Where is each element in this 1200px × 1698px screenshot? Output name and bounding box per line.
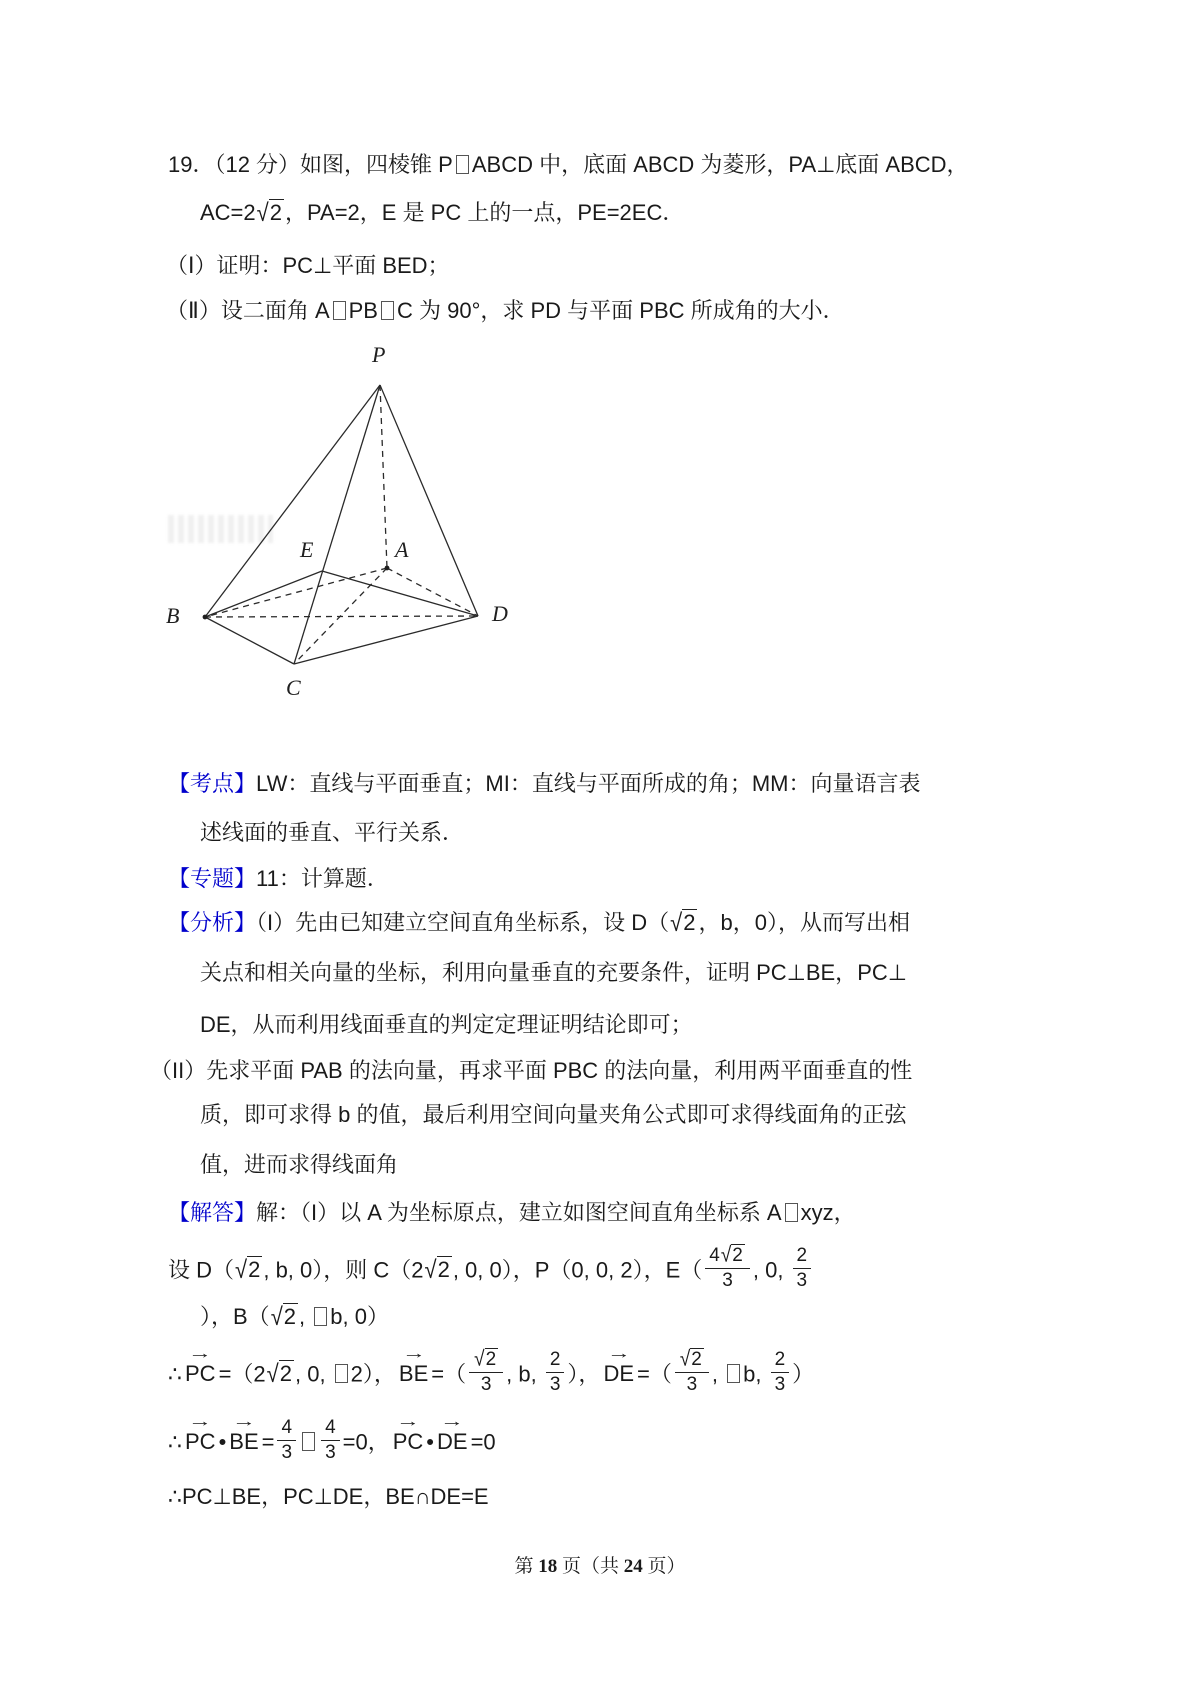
text-segment: , b, [506, 1361, 543, 1387]
sqrt-radical [267, 1359, 294, 1389]
radicand: 2 [732, 1245, 743, 1266]
fraction-denominator [793, 1269, 812, 1292]
text-segment: 关点和相关向量的坐标，利用向量垂直的充要条件，证明 PC⊥BE，PC⊥ [200, 960, 907, 985]
fraction [277, 1417, 296, 1464]
missing-glyph-box [727, 1364, 740, 1383]
fenxi-line-4 [150, 1056, 912, 1086]
fenxi-line-3 [200, 1010, 693, 1040]
radical-sign-icon: √ [256, 198, 269, 227]
fraction-denominator [705, 1269, 750, 1292]
text-segment: =（ [637, 1361, 672, 1387]
text-segment: 解：（I）以 A 为坐标原点，建立如图空间直角坐标系 A [256, 1200, 782, 1225]
missing-glyph-box [335, 1364, 348, 1383]
jieda-line-2 [168, 1243, 814, 1295]
text-segment: 3 [796, 1270, 808, 1291]
radicand: 2 [683, 910, 696, 935]
label-P: P [372, 342, 386, 367]
zhuanti-line [168, 864, 389, 894]
text-segment: 3 [281, 1442, 293, 1463]
edge-BC [205, 617, 294, 664]
radicand: 2 [485, 1349, 497, 1370]
text-segment: =0 [470, 1429, 496, 1455]
text-segment: 3 [774, 1374, 786, 1395]
text-segment: xyz， [800, 1200, 856, 1225]
text-segment: 2 [774, 1349, 786, 1370]
fraction-numerator [469, 1349, 503, 1373]
edge-CD [294, 616, 478, 664]
vector-PC [185, 1345, 216, 1389]
text-segment: 【解答】 [168, 1200, 257, 1225]
text-segment: 11：计算题． [256, 866, 389, 891]
text-segment: LW：直线与平面垂直；MI：直线与平面所成的角；MM：向量语言表 [256, 771, 921, 796]
text-segment: （II）先求平面 PAB 的法向量，再求平面 PBC 的法向量，利用两平面垂直的性 [150, 1058, 913, 1083]
label-A: A [395, 537, 409, 562]
sqrt-radical [670, 908, 697, 938]
pyramid-figure [160, 335, 530, 705]
text-segment: • [218, 1429, 227, 1455]
text-segment: • [426, 1429, 434, 1455]
vector-base: DE [603, 1361, 634, 1387]
text-segment: ），B（ [200, 1304, 270, 1329]
fraction-denominator [546, 1373, 565, 1396]
vector-arrow-icon: → [440, 1413, 465, 1431]
vector-DE [603, 1345, 634, 1389]
vector-BE [398, 1345, 429, 1389]
text-segment: 质，即可求得 b 的值，最后利用空间向量夹角公式即可求得线面角的正弦 [200, 1102, 907, 1127]
vector-base: BE [398, 1361, 429, 1387]
text-segment: （Ⅰ）证明：PC⊥平面 BED； [166, 253, 450, 278]
text-segment: ，PA=2，E 是 PC 上的一点，PE=2EC． [284, 200, 685, 225]
radicand: 2 [279, 1361, 292, 1387]
text-segment: , [299, 1304, 312, 1329]
fraction-numerator [705, 1245, 750, 1269]
sqrt-radical [721, 1245, 745, 1267]
fenxi-line-2 [200, 958, 907, 988]
vector-base: BE [229, 1429, 259, 1455]
vector-base: PC [185, 1361, 216, 1387]
text-segment: ABCD 中，底面 ABCD 为菱形，PA⊥底面 ABCD， [471, 152, 969, 177]
text-segment: 页） [642, 1556, 686, 1577]
fraction-denominator [675, 1373, 709, 1396]
kaodian-line-1 [168, 769, 920, 799]
label-B: B [166, 603, 180, 628]
fraction-numerator [793, 1245, 812, 1269]
missing-glyph-box [785, 1203, 798, 1222]
vector-base: DE [437, 1429, 468, 1455]
jieda-line-6 [168, 1482, 489, 1512]
text-segment: 4 [325, 1417, 336, 1438]
edge-PD [380, 385, 478, 616]
radical-sign-icon: √ [424, 1255, 437, 1284]
radical-sign-icon: √ [270, 1302, 283, 1331]
fraction [321, 1417, 340, 1464]
missing-glyph-box [333, 301, 346, 320]
text-segment: ） [792, 1361, 815, 1387]
text-segment: 第 [514, 1556, 539, 1577]
text-segment: 2 [796, 1245, 808, 1266]
text-segment: ∴ [168, 1361, 182, 1387]
sqrt-radical [257, 198, 284, 228]
radicand: 2 [691, 1349, 702, 1370]
text-segment: 设 D（ [168, 1257, 235, 1283]
vector-PC [185, 1413, 216, 1457]
text-segment: , 0, [294, 1361, 332, 1387]
sqrt-radical [425, 1255, 452, 1285]
label-D: D [492, 601, 508, 626]
radical-sign-icon: √ [266, 1359, 279, 1388]
text-segment: 3 [480, 1374, 492, 1395]
text-segment: 24 [623, 1556, 643, 1577]
diagonal-BD-dashed [205, 616, 478, 617]
edge-AD-dashed [387, 568, 478, 616]
radicand: 2 [283, 1304, 297, 1329]
problem-statement-line-1 [168, 150, 969, 180]
text-segment: b, [743, 1361, 768, 1387]
text-segment: ∴ [168, 1429, 182, 1455]
vector-arrow-icon: → [188, 1345, 213, 1363]
text-segment: , b, 0），则 C（2 [263, 1257, 424, 1283]
missing-glyph-box [302, 1432, 315, 1451]
vector-base: PC [185, 1429, 216, 1455]
pyramid-figure-svg [160, 335, 530, 705]
sqrt-radical [271, 1302, 298, 1332]
edge-PA-dashed [380, 385, 387, 568]
fraction-denominator [469, 1373, 503, 1396]
fenxi-line-6 [200, 1150, 398, 1180]
vector-arrow-icon: → [231, 1413, 256, 1431]
edge-PC [294, 385, 380, 664]
sqrt-radical [474, 1349, 498, 1371]
vector-arrow-icon: → [401, 1345, 426, 1363]
text-segment: , 0, 0），P（0, 0, 2），E（ [452, 1257, 703, 1283]
text-segment: , 0, [752, 1257, 790, 1283]
text-segment: 值，进而求得线面角 [200, 1152, 399, 1177]
label-C: C [286, 675, 301, 700]
fraction [675, 1349, 709, 1396]
problem-part-1 [166, 251, 450, 281]
vector-base: PC [392, 1429, 424, 1455]
text-segment: ∴PC⊥BE，PC⊥DE，BE∩DE=E [168, 1484, 489, 1509]
text-segment: 述线面的垂直、平行关系． [200, 820, 465, 845]
edge-AB-dashed [205, 568, 387, 617]
vector-PC [392, 1413, 424, 1457]
sqrt-radical [235, 1255, 262, 1285]
fraction-denominator [771, 1373, 790, 1396]
fenxi-line-5 [200, 1100, 906, 1130]
text-segment: C 为 90°，求 PD 与平面 PBC 所成角的大小． [396, 298, 845, 323]
missing-glyph-box [381, 301, 394, 320]
fraction [793, 1245, 812, 1292]
radicand: 2 [269, 200, 282, 225]
radical-sign-icon: √ [474, 1347, 485, 1372]
label-E: E [300, 537, 314, 562]
jieda-line-5 [168, 1413, 496, 1467]
radicand: 2 [437, 1257, 450, 1283]
jieda-line-3 [200, 1302, 389, 1332]
text-segment: 2 [549, 1349, 561, 1370]
edge-ED [322, 571, 478, 616]
text-segment: 3 [722, 1270, 733, 1291]
radical-sign-icon: √ [679, 1347, 691, 1372]
jieda-line-1 [168, 1198, 856, 1228]
radicand: 2 [248, 1257, 261, 1283]
fraction [546, 1349, 565, 1396]
fraction-numerator [675, 1349, 709, 1373]
text-segment: 3 [686, 1374, 698, 1395]
text-segment: 19．（12 分）如图，四棱锥 P [168, 152, 453, 177]
fraction [705, 1245, 750, 1292]
text-segment: 4 [709, 1245, 720, 1266]
text-segment: AC=2 [200, 200, 256, 225]
text-segment: （Ⅱ）设二面角 A [166, 298, 330, 323]
text-segment: ，b，0），从而写出相 [698, 910, 910, 935]
text-segment: 18 [538, 1556, 558, 1577]
text-segment: 3 [325, 1442, 336, 1463]
fraction [469, 1349, 503, 1396]
radical-sign-icon: √ [235, 1255, 248, 1284]
vertex-A-dot [385, 566, 390, 571]
text-segment: 【考点】 [168, 771, 257, 796]
fraction-numerator [546, 1349, 565, 1373]
text-segment: 页（共 [557, 1556, 624, 1577]
fraction-denominator [277, 1441, 296, 1464]
text-segment: （I）先由已知建立空间直角坐标系，设 D（ [256, 910, 670, 935]
text-segment: 4 [281, 1417, 293, 1438]
radical-sign-icon: √ [720, 1243, 732, 1268]
fraction-numerator [277, 1417, 296, 1441]
text-segment: 【分析】 [168, 910, 257, 935]
text-segment: ）， [567, 1361, 601, 1387]
vertex-B-dot [203, 615, 208, 620]
problem-part-2 [166, 296, 845, 326]
text-segment: DE，从而利用线面垂直的判定定理证明结论即可； [200, 1012, 693, 1037]
missing-glyph-box [314, 1307, 327, 1326]
text-segment: PB [348, 298, 378, 323]
jieda-line-4 [168, 1345, 815, 1399]
vector-arrow-icon: → [606, 1345, 631, 1363]
kaodian-line-2 [200, 818, 464, 848]
vector-BE [229, 1413, 259, 1457]
radical-sign-icon: √ [670, 908, 683, 937]
fraction [771, 1349, 790, 1396]
text-segment: =（2 [218, 1361, 266, 1387]
vector-arrow-icon: → [188, 1413, 213, 1431]
fenxi-line-1 [168, 908, 910, 938]
vector-arrow-icon: → [396, 1413, 421, 1431]
problem-statement-line-2 [200, 198, 684, 228]
text-segment: b, 0） [330, 1304, 389, 1329]
text-segment: =（ [431, 1361, 467, 1387]
vector-DE [437, 1413, 468, 1457]
fraction-denominator [321, 1441, 340, 1464]
text-segment: =0， [342, 1429, 390, 1455]
text-segment: = [261, 1429, 275, 1455]
fraction-numerator [321, 1417, 340, 1441]
text-segment: 【专题】 [168, 866, 257, 891]
text-segment: , [711, 1361, 725, 1387]
missing-glyph-box [456, 155, 469, 174]
fraction-numerator [771, 1349, 790, 1373]
page-footer [0, 1552, 1200, 1582]
sqrt-radical [680, 1349, 704, 1371]
text-segment: 2）， [350, 1361, 396, 1387]
text-segment: 3 [549, 1374, 561, 1395]
